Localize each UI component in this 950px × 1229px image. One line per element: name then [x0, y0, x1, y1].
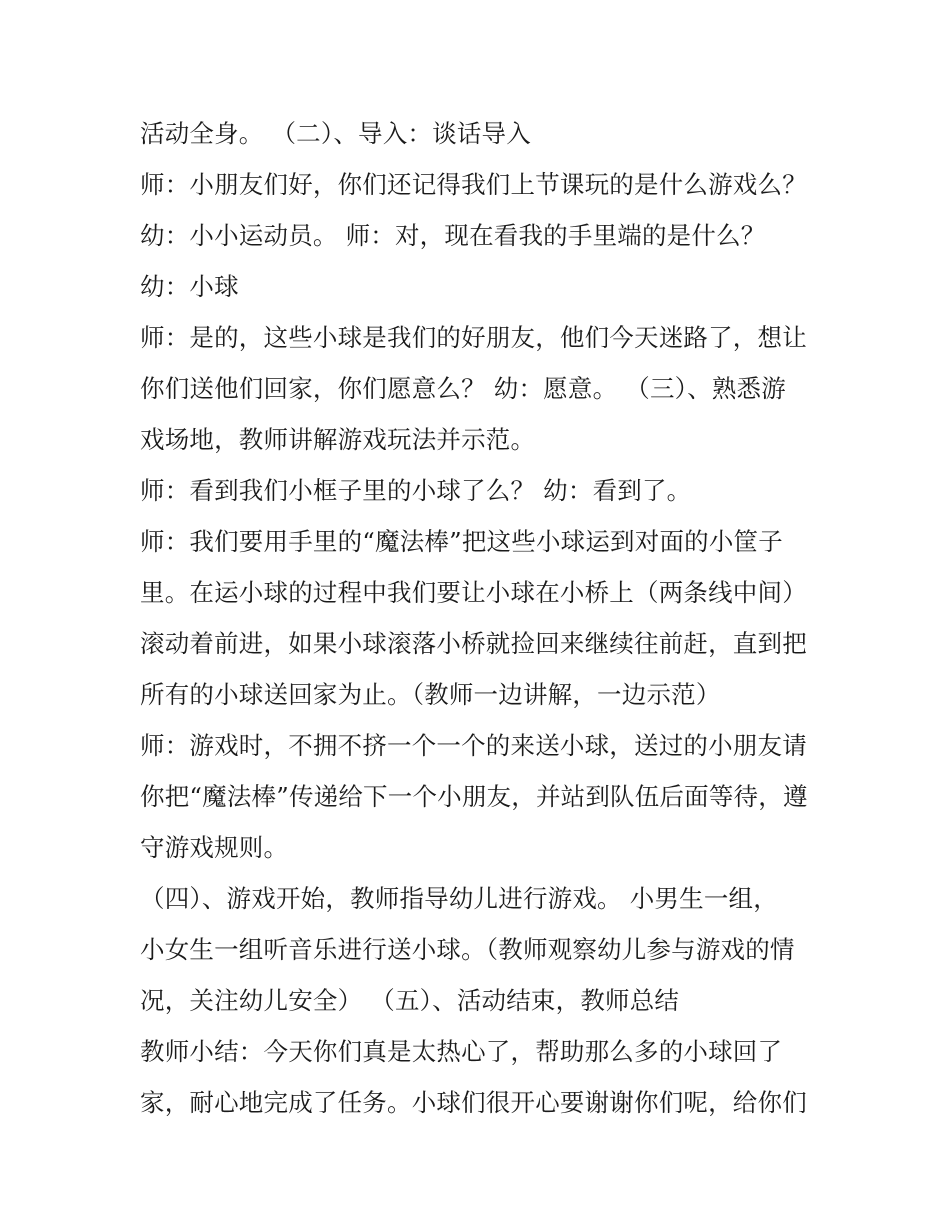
text-line: 师：小朋友们好，你们还记得我们上节课玩的是什么游戏么？ — [140, 170, 807, 199]
text-line: 师：我们要用手里的“魔法棒”把这些小球运到对面的小筐子 — [140, 527, 783, 556]
text-line: 幼：小小运动员。 师：对，现在看我的手里端的是什么？ — [140, 221, 766, 250]
text-line: 戏场地，教师讲解游戏玩法并示范。 — [140, 425, 536, 454]
text-line: 活动全身。 （二）、导入：谈话导入 — [140, 119, 531, 148]
text-line: 师：看到我们小框子里的小球了么？ 幼：看到了。 — [140, 476, 692, 505]
text-line: 你们送他们回家，你们愿意么？ 幼：愿意。 （三）、熟悉游 — [140, 374, 786, 403]
text-line: 师：游戏时，不拥不挤一个一个的来送小球，送过的小朋友请 — [140, 731, 807, 760]
text-line: 所有的小球送回家为止。（教师一边讲解，一边示范） — [140, 680, 721, 709]
text-line: 况，关注幼儿安全） （五）、活动结束，教师总结 — [140, 986, 680, 1015]
document-body — [140, 108, 840, 1128]
text-line: 师：是的，这些小球是我们的好朋友，他们今天迷路了，想让 — [140, 323, 807, 352]
text-line: 里。在运小球的过程中我们要让小球在小桥上（两条线中间） — [140, 578, 807, 607]
text-line: 你把“魔法棒”传递给下一个小朋友，并站到队伍后面等待，遵 — [140, 782, 808, 811]
text-line: 守游戏规则。 — [140, 833, 289, 862]
text-line: 教师小结：今天你们真是太热心了，帮助那么多的小球回了 — [140, 1037, 783, 1066]
text-line: （四）、游戏开始，教师指导幼儿进行游戏。 小男生一组， — [140, 884, 778, 913]
text-line: 家，耐心地完成了任务。小球们很开心要谢谢你们呢，给你们 — [140, 1088, 807, 1117]
text-line: 幼：小球 — [140, 272, 239, 301]
text-line: 小女生一组听音乐进行送小球。（教师观察幼儿参与游戏的情 — [140, 935, 795, 964]
text-line: 滚动着前进，如果小球滚落小桥就捡回来继续往前赶，直到把 — [140, 629, 807, 658]
